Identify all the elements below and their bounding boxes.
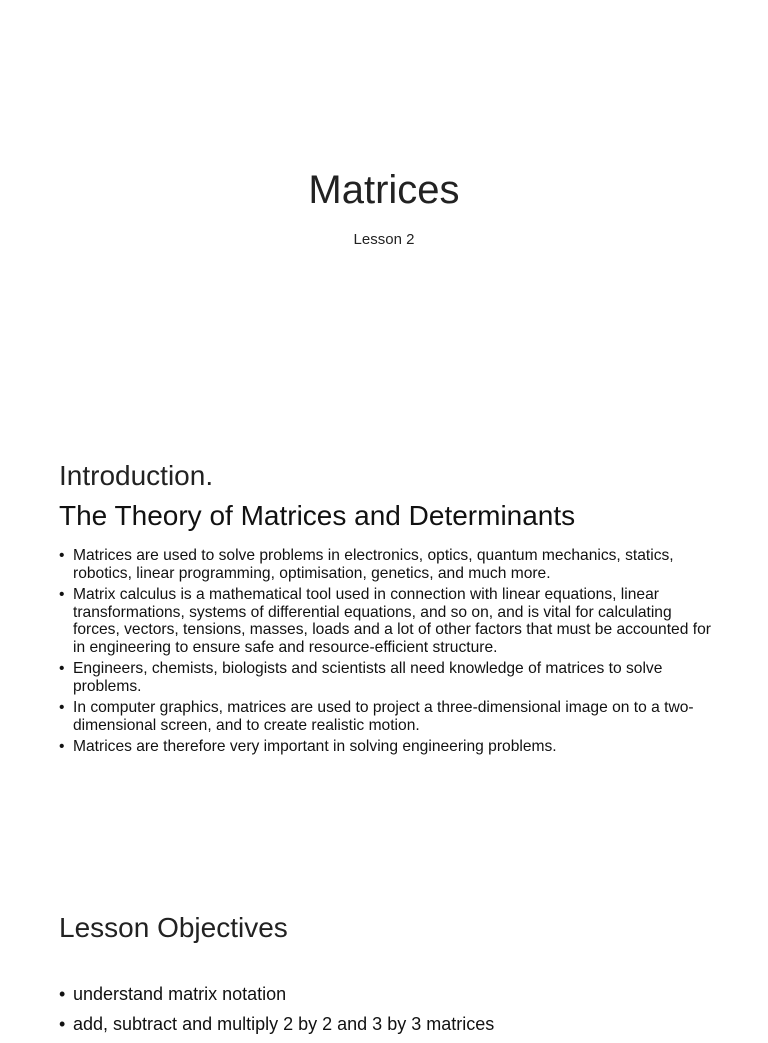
objectives-bullet-list (59, 983, 739, 1043)
intro-bullet-text: Matrices are used to solve problems in electronics, optics, quantum mechanics, statics, robotics, linear programming, optimisation, genetics, and much more. (73, 547, 674, 582)
slide-subtitle: Lesson 2 (353, 231, 415, 248)
intro-bullet-text: Matrix calculus is a mathematical tool used in connection with linear equations, linear transformations, systems of differential equations, and so on, and is vital for calculating forces, vectors, tensions, masses, loads and a lot of other factors that must be accounted for in engineering to ensure safe and resource-efficient structure. (73, 586, 711, 656)
bullet-dot-icon: • (59, 699, 65, 716)
bullet-dot-icon: • (59, 738, 65, 755)
intro-bullet (59, 699, 719, 734)
objective-bullet (59, 1013, 739, 1035)
intro-subheading: The Theory of Matrices and Determinants (59, 500, 576, 531)
objective-bullet (59, 983, 739, 1005)
objectives-slide (0, 880, 768, 1034)
bullet-dot-icon: • (59, 660, 65, 677)
intro-slide (0, 440, 768, 880)
intro-heading: Introduction. (59, 460, 214, 491)
title-slide (0, 0, 768, 440)
slide-title: Matrices (308, 168, 460, 212)
intro-bullet-text: Matrices are therefore very important in solving engineering problems. (73, 738, 557, 755)
intro-bullet-list (59, 547, 719, 760)
intro-bullet (59, 547, 719, 582)
objectives-heading: Lesson Objectives (59, 912, 288, 943)
bullet-dot-icon: • (59, 547, 65, 564)
bullet-dot-icon: • (59, 586, 65, 603)
objective-text: understand matrix notation (73, 984, 287, 1004)
intro-bullet-text: Engineers, chemists, biologists and scientists all need knowledge of matrices to solve problems. (73, 660, 663, 695)
bullet-dot-icon: • (59, 1014, 66, 1034)
intro-bullet (59, 586, 719, 656)
intro-bullet-text: In computer graphics, matrices are used to project a three-dimensional image on to a two-dimensional screen, and to create realistic motion. (73, 699, 694, 734)
intro-bullet (59, 738, 719, 756)
bullet-dot-icon: • (59, 984, 66, 1004)
objective-text: add, subtract and multiply 2 by 2 and 3 by 3 matrices (73, 1014, 495, 1034)
intro-bullet (59, 660, 719, 695)
